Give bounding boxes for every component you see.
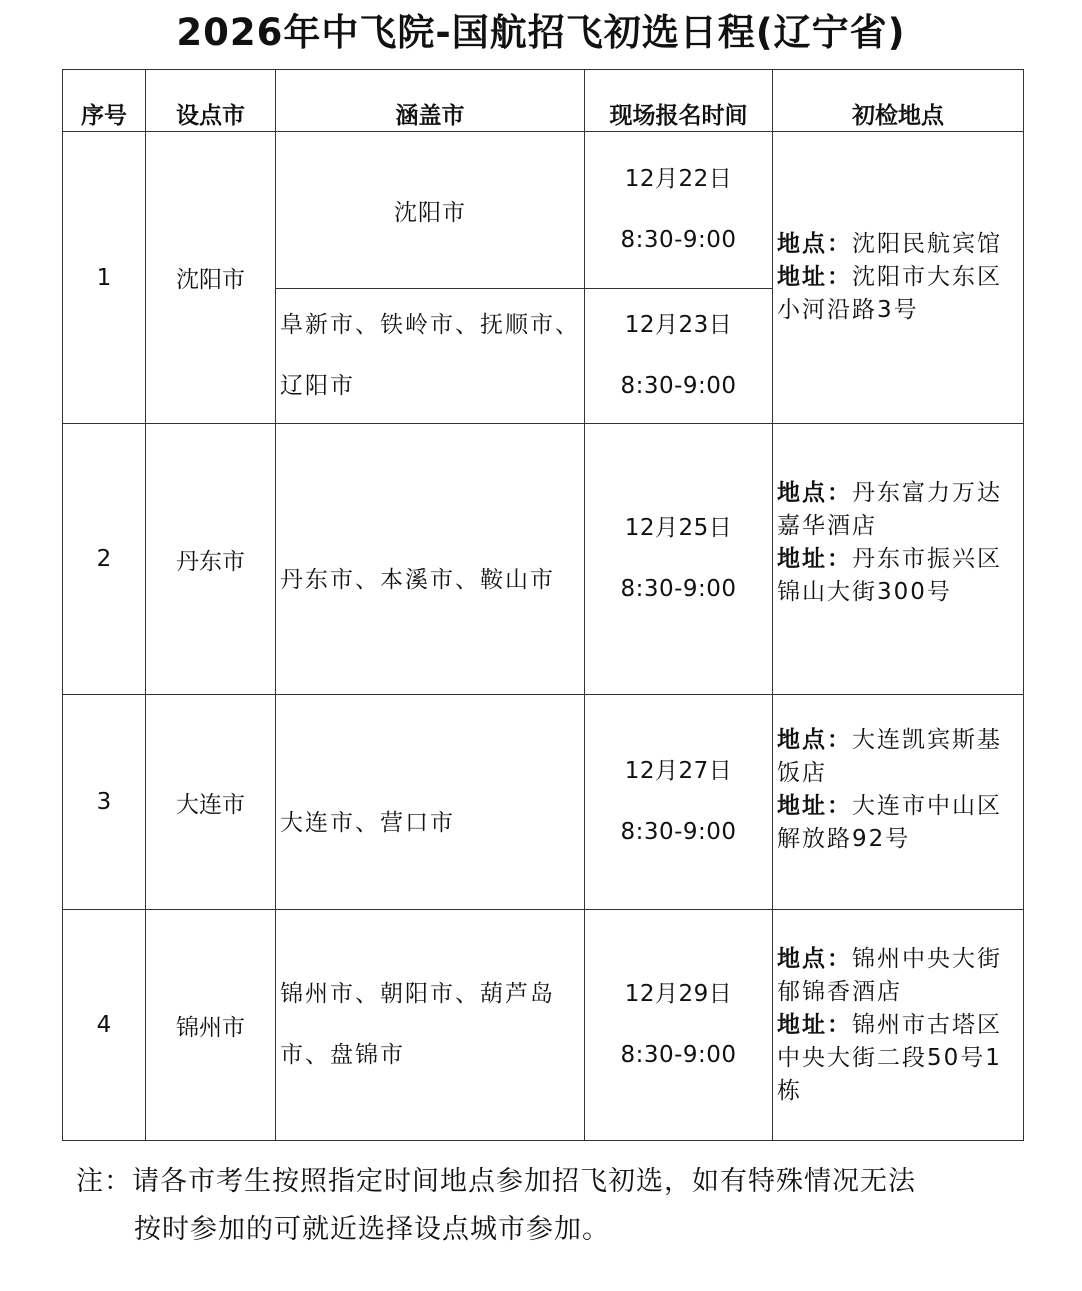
cell-index: 2 (63, 424, 146, 695)
address-text: 丹东市振兴区锦山大街300号 (777, 546, 1002, 605)
page-title: 2026年中飞院-国航招飞初选日程(辽宁省) (176, 11, 906, 54)
header-inspection-location: 初检地点 (773, 70, 1024, 132)
cell-covered-cities: 大连市、营口市 (276, 695, 585, 910)
place-name: 锦州中央大街郁锦香酒店 (777, 945, 1002, 1005)
cell-registration-time (585, 695, 773, 910)
cell-inspection-location (773, 910, 1024, 1141)
cell-site-city: 丹东市 (146, 424, 276, 695)
cell-registration-time (585, 424, 773, 695)
cell-site-city: 锦州市 (146, 910, 276, 1141)
cell-site-city: 沈阳市 (146, 132, 276, 424)
cell-inspection-location (773, 424, 1024, 695)
place-name: 沈阳民航宾馆 (852, 231, 1002, 257)
reg-date: 12月25日 (624, 515, 733, 541)
footnote-line-2: 按时参加的可就近选择设点城市参加。 (134, 1214, 610, 1245)
cell-registration-time (585, 132, 773, 289)
reg-date: 12月29日 (624, 981, 733, 1007)
cell-covered-cities: 阜新市、铁岭市、抚顺市、辽阳市 (276, 289, 585, 424)
place-label: 地点： (777, 945, 852, 972)
place-label: 地点： (777, 727, 852, 753)
cell-covered-cities: 丹东市、本溪市、鞍山市 (276, 424, 585, 695)
cell-site-city: 大连市 (146, 695, 276, 910)
header-index: 序号 (63, 70, 146, 132)
address-label: 地址： (777, 264, 852, 290)
header-registration-time: 现场报名时间 (585, 70, 773, 132)
place-name: 大连凯宾斯基饭店 (777, 727, 1002, 786)
table-header-row (63, 70, 1024, 132)
reg-time: 8:30-9:00 (620, 576, 737, 602)
cell-index: 3 (63, 695, 146, 910)
reg-date: 12月23日 (624, 312, 733, 338)
place-name: 丹东富力万达嘉华酒店 (777, 480, 1002, 539)
reg-time: 8:30-9:00 (620, 819, 737, 845)
cell-registration-time (585, 910, 773, 1141)
reg-time: 8:30-9:00 (620, 227, 737, 253)
table-row (63, 132, 1024, 289)
place-label: 地点： (777, 480, 852, 506)
header-site-city: 设点市 (146, 70, 276, 132)
header-covered-cities: 涵盖市 (276, 70, 585, 132)
cell-registration-time (585, 289, 773, 424)
address-label: 地址： (777, 793, 852, 819)
reg-date: 12月22日 (624, 166, 733, 192)
address-label: 地址： (777, 546, 852, 572)
cell-index: 1 (63, 132, 146, 424)
reg-time: 8:30-9:00 (620, 1042, 737, 1068)
footnote-line-1: 注：请各市考生按照指定时间地点参加招飞初选，如有特殊情况无法 (76, 1166, 916, 1197)
address-text: 锦州市古塔区中央大街二段50号1栋 (777, 1011, 1002, 1104)
reg-date: 12月27日 (624, 758, 733, 784)
reg-time: 8:30-9:00 (620, 373, 737, 399)
place-label: 地点： (777, 231, 852, 257)
table-row (63, 424, 1024, 695)
cell-inspection-location (773, 132, 1024, 424)
cell-covered-cities: 锦州市、朝阳市、葫芦岛市、盘锦市 (276, 910, 585, 1141)
table-row (63, 695, 1024, 910)
cell-inspection-location (773, 695, 1024, 910)
address-text: 大连市中山区解放路92号 (777, 793, 1002, 852)
footnote (76, 1158, 1026, 1254)
table-row (63, 910, 1024, 1141)
cell-index: 4 (63, 910, 146, 1141)
schedule-table (62, 69, 1024, 1141)
covered-text: 沈阳市 (394, 199, 466, 226)
address-text: 沈阳市大东区小河沿路3号 (777, 264, 1002, 323)
address-label: 地址： (777, 1011, 852, 1038)
cell-covered-cities (276, 132, 585, 289)
